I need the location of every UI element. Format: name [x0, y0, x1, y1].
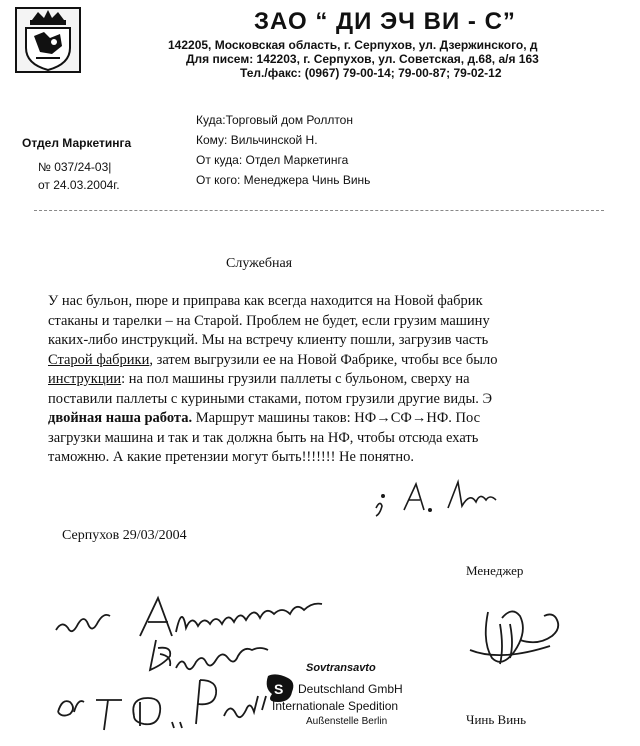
handwritten-note-line3	[58, 680, 266, 730]
phone-fax-line: Тел./факс: (0967) 79-00-14; 79-00-87; 79-02-12	[240, 66, 502, 80]
memo-line	[48, 409, 608, 429]
document-number: № 037/24-03|	[38, 160, 112, 174]
manager-signature	[470, 611, 558, 664]
stamp-line: Außenstelle Berlin	[306, 716, 388, 727]
document-date: от 24.03.2004г.	[38, 178, 120, 192]
memo-line: У нас бульон, пюре и приправа как всегда находится на Новой фабрик	[48, 293, 483, 309]
stamp-brand: Sovtransavto	[306, 662, 376, 674]
memo-line: поставили паллеты с куриными стаками, потом грузили другие виды. Э	[48, 390, 493, 407]
place-date: Серпухов 29/03/2004	[62, 528, 187, 543]
coat-of-arms-icon	[14, 6, 82, 74]
department-label: Отдел Маркетинга	[22, 136, 132, 150]
memo-line	[48, 351, 608, 371]
company-stamp	[262, 662, 444, 742]
handwritten-initials	[376, 482, 496, 516]
routing-from-whom: От кого: Менеджера Чинь Винь	[196, 173, 371, 187]
address-line: 142205, Московская область, г. Серпухов, ул. Дзержинского, д	[168, 38, 538, 52]
memo-text: : на пол машины грузили паллеты с бульоном, сверху на	[121, 371, 470, 387]
memo-line: каких-либо инструкций. Мы на встречу клиенту пошли, загрузив часть	[48, 332, 489, 348]
separator-line	[34, 210, 604, 211]
memo-line: стаканы и тарелки – на Старой. Проблем не будет, если грузим машину	[48, 312, 490, 329]
memo-line: загрузки машина и так и так должна быть на НФ, чтобы отсюда ехать	[48, 429, 479, 446]
memo-body	[48, 292, 608, 468]
memo-text: , затем выгрузили ее на Новой Фабрике, чтобы все было	[149, 351, 498, 368]
bold-phrase: двойная наша работа.	[48, 410, 193, 426]
mailing-address-line: Для писем: 142203, г. Серпухов, ул. Советская, д.68, а/я 163	[186, 52, 539, 66]
handwritten-note-line2	[150, 640, 268, 670]
company-name: ЗАО “ ДИ ЭЧ ВИ - С”	[254, 8, 516, 35]
stamp-line: Deutschland GmbH	[298, 682, 403, 696]
underlined-phrase: инструкции	[48, 371, 122, 387]
routing-to: Куда:Торговый дом Роллтон	[196, 113, 353, 127]
memo-line	[48, 370, 608, 390]
svg-text:S: S	[274, 681, 284, 697]
stamp-line: Internationale Spedition	[272, 699, 399, 713]
memo-text: Маршрут машины таков: НФ→СФ→НФ. Пос	[192, 410, 481, 426]
memo-line: таможню. А какие претензии могут быть!!!!!!! Не понятно.	[48, 449, 414, 465]
routing-block	[196, 110, 370, 190]
memo-title: Служебная	[226, 256, 293, 271]
handwritten-note-line1	[56, 598, 322, 636]
underlined-phrase: Старой фабрики	[48, 351, 150, 368]
signer-role: Менеджер	[466, 563, 524, 578]
routing-from: От куда: Отдел Маркетинга	[196, 153, 349, 167]
signer-name: Чинь Винь	[466, 712, 527, 727]
routing-recipient: Кому: Вильчинской Н.	[196, 133, 318, 147]
